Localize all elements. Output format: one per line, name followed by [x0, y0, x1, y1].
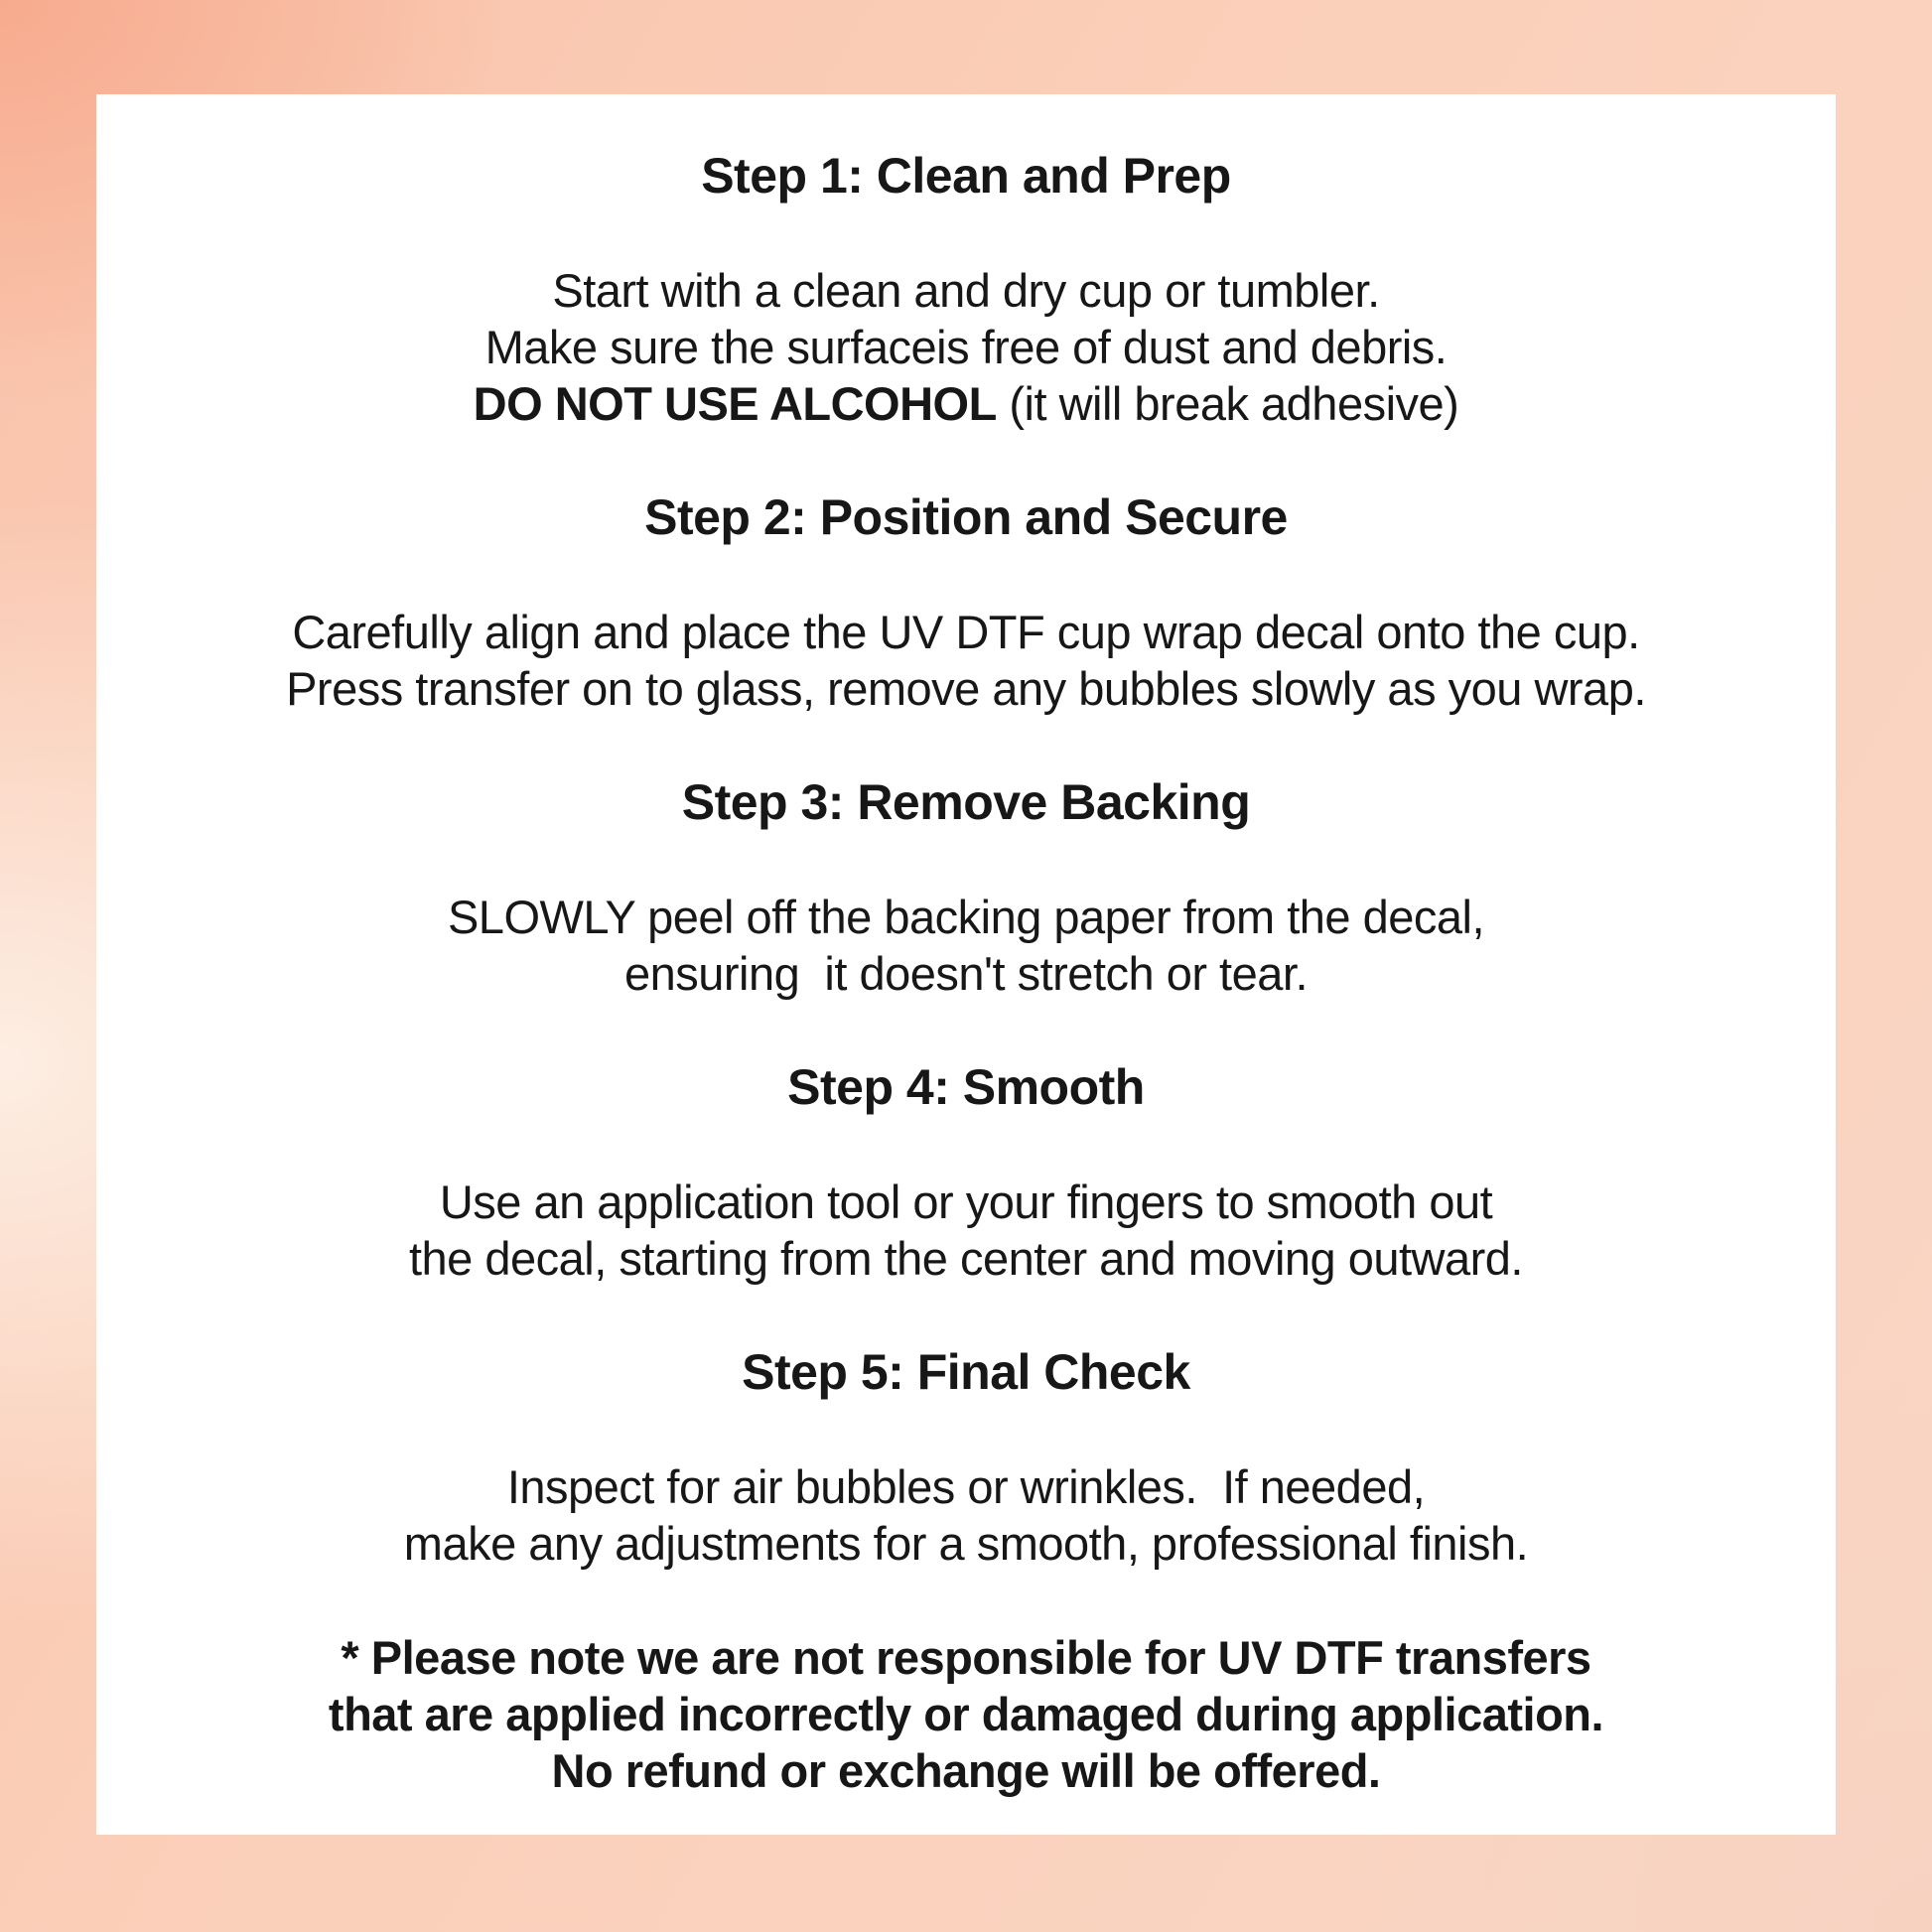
step-line: Make sure the surfaceis free of dust and debris.	[484, 321, 1448, 373]
step-line: ensuring it doesn't stretch or tear.	[623, 947, 1308, 1000]
disclaimer-section	[96, 1629, 1836, 1799]
step-4-title: Step 4: Smooth	[787, 1059, 1145, 1115]
step-2-body	[96, 604, 1836, 717]
step-line: Press transfer on to glass, remove any bubbles slowly as you wrap.	[286, 662, 1646, 715]
step-5-title: Step 5: Final Check	[742, 1344, 1190, 1400]
step-line: Carefully align and place the UV DTF cup wrap decal onto the cup.	[292, 606, 1640, 658]
step-line: Use an application tool or your fingers to smooth out	[439, 1175, 1493, 1228]
step-5-section	[96, 1344, 1836, 1572]
step-1-section	[96, 148, 1836, 432]
step-4-section	[96, 1059, 1836, 1287]
step-3-body	[96, 889, 1836, 1002]
step-1-title: Step 1: Clean and Prep	[701, 148, 1231, 204]
step-2-title: Step 2: Position and Secure	[644, 489, 1288, 545]
step-4-body	[96, 1173, 1836, 1287]
instruction-card	[96, 94, 1836, 1835]
step-warning-line	[96, 375, 1836, 432]
step-line: SLOWLY peel off the backing paper from the decal,	[447, 891, 1485, 943]
step-3-title: Step 3: Remove Backing	[681, 774, 1251, 830]
step-line: the decal, starting from the center and moving outward.	[408, 1232, 1523, 1285]
warning-rest-text: (it will break adhesive)	[996, 377, 1459, 430]
step-line: Start with a clean and dry cup or tumbler.	[552, 264, 1380, 317]
step-3-section	[96, 774, 1836, 1002]
step-5-body	[96, 1458, 1836, 1572]
step-line: make any adjustments for a smooth, professional finish.	[403, 1517, 1529, 1570]
warning-bold-text: DO NOT USE ALCOHOL	[473, 377, 997, 430]
step-line: Inspect for air bubbles or wrinkles. If needed,	[506, 1460, 1426, 1513]
step-1-body	[96, 262, 1836, 432]
disclaimer-line: that are applied incorrectly or damaged during application.	[328, 1688, 1604, 1740]
disclaimer-line: * Please note we are not responsible for UV DTF transfers	[341, 1631, 1591, 1684]
step-2-section	[96, 489, 1836, 717]
disclaimer-line: No refund or exchange will be offered.	[551, 1744, 1381, 1797]
